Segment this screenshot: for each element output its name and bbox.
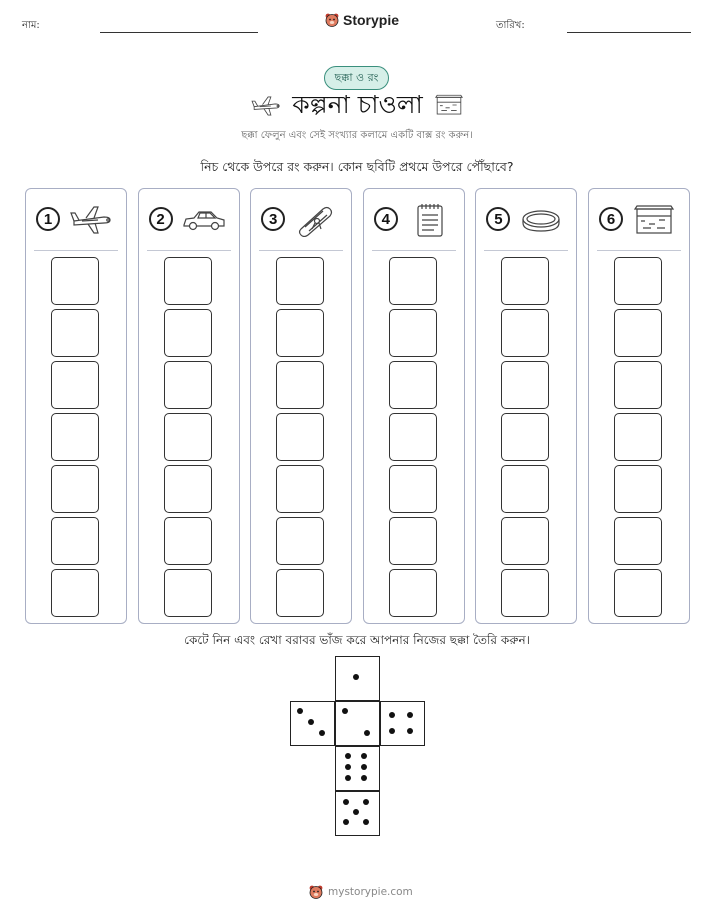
pip xyxy=(361,753,367,759)
color-box[interactable] xyxy=(389,517,437,565)
color-box[interactable] xyxy=(164,309,212,357)
color-box[interactable] xyxy=(389,361,437,409)
pip xyxy=(389,712,395,718)
color-box[interactable] xyxy=(614,569,662,617)
footer xyxy=(308,884,413,900)
pip xyxy=(363,799,369,805)
pip xyxy=(361,775,367,781)
subtitle: ছক্কা ফেলুন এবং সেই সংখ্যার কলামে একটি বাক্স রং করুন। xyxy=(241,130,473,141)
aquarium-icon xyxy=(433,90,465,120)
color-box[interactable] xyxy=(164,257,212,305)
column-3 xyxy=(250,188,352,624)
airplane-icon xyxy=(68,203,114,237)
column-number: 2 xyxy=(149,207,173,231)
color-box[interactable] xyxy=(614,517,662,565)
pip xyxy=(343,799,349,805)
color-box[interactable] xyxy=(389,309,437,357)
pip xyxy=(353,809,359,815)
color-box[interactable] xyxy=(389,465,437,513)
pip xyxy=(342,708,348,714)
color-box[interactable] xyxy=(501,465,549,513)
color-box[interactable] xyxy=(614,413,662,461)
color-box[interactable] xyxy=(51,309,99,357)
die-face-2 xyxy=(335,701,380,746)
pip xyxy=(297,708,303,714)
bear-icon xyxy=(324,12,340,28)
color-box[interactable] xyxy=(501,569,549,617)
pip xyxy=(407,712,413,718)
color-box[interactable] xyxy=(164,361,212,409)
brand-logo xyxy=(324,12,399,28)
die-face-6 xyxy=(335,746,380,791)
date-line xyxy=(567,32,691,33)
name-line xyxy=(100,32,258,33)
die-face-4 xyxy=(380,701,425,746)
color-box[interactable] xyxy=(164,517,212,565)
color-box[interactable] xyxy=(51,569,99,617)
color-box[interactable] xyxy=(51,257,99,305)
column-number: 6 xyxy=(599,207,623,231)
column-1 xyxy=(25,188,127,624)
color-box[interactable] xyxy=(501,413,549,461)
pip xyxy=(361,764,367,770)
column-number: 1 xyxy=(36,207,60,231)
column-2 xyxy=(138,188,240,624)
date-label: তারিখ: xyxy=(496,20,525,31)
die-face-3 xyxy=(290,701,335,746)
car-icon xyxy=(181,203,227,237)
pip xyxy=(319,730,325,736)
aquarium-icon xyxy=(631,203,677,237)
scroll-icon xyxy=(293,203,339,237)
pip xyxy=(345,753,351,759)
race-columns xyxy=(25,188,690,624)
color-box[interactable] xyxy=(501,361,549,409)
color-box[interactable] xyxy=(164,569,212,617)
column-number: 5 xyxy=(486,207,510,231)
color-box[interactable] xyxy=(501,257,549,305)
color-box[interactable] xyxy=(501,309,549,357)
pip xyxy=(407,728,413,734)
color-box[interactable] xyxy=(276,257,324,305)
column-number: 4 xyxy=(374,207,398,231)
color-box[interactable] xyxy=(501,517,549,565)
color-box[interactable] xyxy=(276,569,324,617)
color-box[interactable] xyxy=(276,465,324,513)
pip xyxy=(345,775,351,781)
color-box[interactable] xyxy=(164,465,212,513)
color-box[interactable] xyxy=(51,361,99,409)
pip xyxy=(353,674,359,680)
footer-url[interactable]: mystorypie.com xyxy=(328,886,413,898)
pip xyxy=(364,730,370,736)
page-title: কল্পনা চাওলা xyxy=(292,89,423,119)
name-label: নাম: xyxy=(22,20,40,31)
brand-name: Storypie xyxy=(343,12,400,28)
color-box[interactable] xyxy=(614,465,662,513)
notepad-icon xyxy=(406,203,452,237)
color-box[interactable] xyxy=(614,309,662,357)
title-block xyxy=(250,88,465,124)
pip xyxy=(308,719,314,725)
pip xyxy=(389,728,395,734)
dice-net xyxy=(290,656,425,836)
color-box[interactable] xyxy=(164,413,212,461)
color-box[interactable] xyxy=(51,465,99,513)
color-box[interactable] xyxy=(389,413,437,461)
instruction: নিচ থেকে উপরে রং করুন। কোন ছবিটি প্রথমে উপরে পৌঁছাবে? xyxy=(200,159,514,174)
color-box[interactable] xyxy=(389,257,437,305)
activity-badge: ছক্কা ও রং xyxy=(324,66,389,90)
cut-instruction: কেটে নিন এবং রেখা বরাবর ভাঁজ করে আপনার নিজের ছক্কা তৈরি করুন। xyxy=(184,633,530,647)
die-face-1 xyxy=(335,656,380,701)
bear-icon xyxy=(308,884,324,900)
column-4 xyxy=(363,188,465,624)
color-box[interactable] xyxy=(276,309,324,357)
color-box[interactable] xyxy=(389,569,437,617)
pip xyxy=(345,764,351,770)
color-box[interactable] xyxy=(276,413,324,461)
color-box[interactable] xyxy=(276,517,324,565)
color-box[interactable] xyxy=(614,361,662,409)
color-box[interactable] xyxy=(51,413,99,461)
column-6 xyxy=(588,188,690,624)
column-5 xyxy=(475,188,577,624)
color-box[interactable] xyxy=(51,517,99,565)
column-number: 3 xyxy=(261,207,285,231)
color-box[interactable] xyxy=(276,361,324,409)
pip xyxy=(343,819,349,825)
die-face-5 xyxy=(335,791,380,836)
airplane-icon xyxy=(250,92,282,120)
pip xyxy=(363,819,369,825)
ring-icon xyxy=(518,203,564,237)
color-box[interactable] xyxy=(614,257,662,305)
